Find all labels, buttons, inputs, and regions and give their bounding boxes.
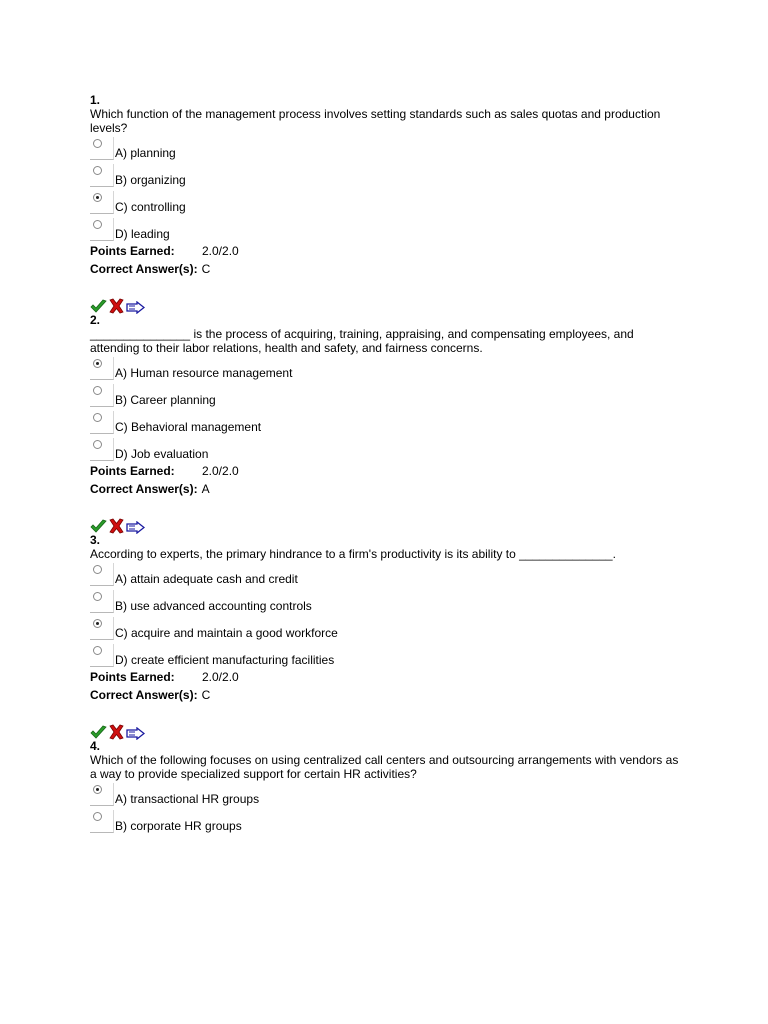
radio-button[interactable] [93,413,102,422]
points-earned-label: Points Earned: [90,244,175,258]
radio-cell [90,783,114,806]
option-label: A) attain adequate cash and credit [115,572,298,586]
radio-cell [90,617,114,640]
radio-button[interactable] [93,565,102,574]
option-label: B) corporate HR groups [115,819,242,833]
cross-icon[interactable] [108,724,125,740]
points-earned-value: 2.0/2.0 [202,244,239,258]
question-text: According to experts, the primary hindrance to a firm's productivity is its ability to ______________. [90,547,616,561]
radio-cell [90,164,114,187]
check-icon[interactable] [90,519,107,534]
question-4 [90,724,690,836]
correct-answer-value: C [201,688,211,702]
correct-answer-row [90,688,690,706]
points-earned-row [90,464,690,482]
radio-cell [90,590,114,613]
points-earned-label: Points Earned: [90,464,175,478]
check-icon[interactable] [90,725,107,740]
points-earned-label: Points Earned: [90,670,175,684]
cross-icon[interactable] [108,298,125,314]
correct-answer-label: Correct Answer(s): [90,262,198,276]
points-earned-value: 2.0/2.0 [202,670,239,684]
option-label: C) controlling [115,200,186,214]
correct-answer-value: C [201,262,211,276]
question-number: 2. [90,313,101,327]
radio-button[interactable] [93,193,102,202]
correct-answer-label: Correct Answer(s): [90,688,198,702]
option-d[interactable] [90,437,690,464]
radio-button[interactable] [93,619,102,628]
pencil-arrow-icon[interactable] [126,301,145,314]
cross-icon[interactable] [108,518,125,534]
answer-options [90,562,690,670]
option-c[interactable] [90,190,690,217]
radio-button[interactable] [93,139,102,148]
radio-cell [90,357,114,380]
correct-answer-row [90,482,690,500]
question-tools [90,298,690,314]
correct-answer-label: Correct Answer(s): [90,482,198,496]
question-2 [90,298,690,500]
correct-answer-value: A [201,482,210,496]
answer-options [90,356,690,464]
correct-answer-row [90,262,690,280]
radio-cell [90,384,114,407]
question-1 [90,94,690,280]
question-number: 3. [90,533,101,547]
option-a[interactable] [90,136,690,163]
question-number: 4. [90,739,101,753]
option-label: B) organizing [115,173,186,187]
option-a[interactable] [90,562,690,589]
option-label: D) create efficient manufacturing facilities [115,653,335,667]
option-b[interactable] [90,163,690,190]
radio-cell [90,191,114,214]
radio-cell [90,218,114,241]
radio-cell [90,438,114,461]
option-d[interactable] [90,217,690,244]
radio-cell [90,810,114,833]
option-b[interactable] [90,589,690,616]
option-a[interactable] [90,782,690,809]
radio-button[interactable] [93,812,102,821]
question-tools [90,518,690,534]
check-icon[interactable] [90,299,107,314]
question-text: Which function of the management process involves setting standards such as sales quotas and production levels? [90,107,661,135]
question-tools [90,724,690,740]
radio-cell [90,644,114,667]
option-a[interactable] [90,356,690,383]
answer-options [90,136,690,244]
option-d[interactable] [90,643,690,670]
radio-cell [90,563,114,586]
radio-cell [90,411,114,434]
radio-button[interactable] [93,785,102,794]
points-earned-row [90,244,690,262]
question-number: 1. [90,93,101,107]
radio-button[interactable] [93,166,102,175]
option-label: A) transactional HR groups [115,792,260,806]
points-earned-row [90,670,690,688]
radio-button[interactable] [93,592,102,601]
pencil-arrow-icon[interactable] [126,521,145,534]
radio-cell [90,137,114,160]
option-label: D) Job evaluation [115,447,209,461]
option-b[interactable] [90,809,690,836]
option-b[interactable] [90,383,690,410]
option-label: A) Human resource management [115,366,293,380]
quiz-results [90,94,690,836]
option-label: C) acquire and maintain a good workforce [115,626,338,640]
option-label: B) Career planning [115,393,216,407]
question-3 [90,518,690,706]
radio-button[interactable] [93,440,102,449]
radio-button[interactable] [93,359,102,368]
radio-button[interactable] [93,646,102,655]
option-c[interactable] [90,616,690,643]
option-label: B) use advanced accounting controls [115,599,312,613]
points-earned-value: 2.0/2.0 [202,464,239,478]
option-label: A) planning [115,146,176,160]
answer-options [90,782,690,836]
question-text: _______________ is the process of acquiring, training, appraising, and compensating employees, and attending to their labor relations, health and safety, and fairness concerns. [90,327,634,355]
question-text: Which of the following focuses on using centralized call centers and outsourcing arrangements with vendors as a way to provide specialized support for certain HR activities? [90,753,679,781]
option-label: C) Behavioral management [115,420,262,434]
pencil-arrow-icon[interactable] [126,727,145,740]
radio-button[interactable] [93,220,102,229]
option-label: D) leading [115,227,170,241]
option-c[interactable] [90,410,690,437]
radio-button[interactable] [93,386,102,395]
